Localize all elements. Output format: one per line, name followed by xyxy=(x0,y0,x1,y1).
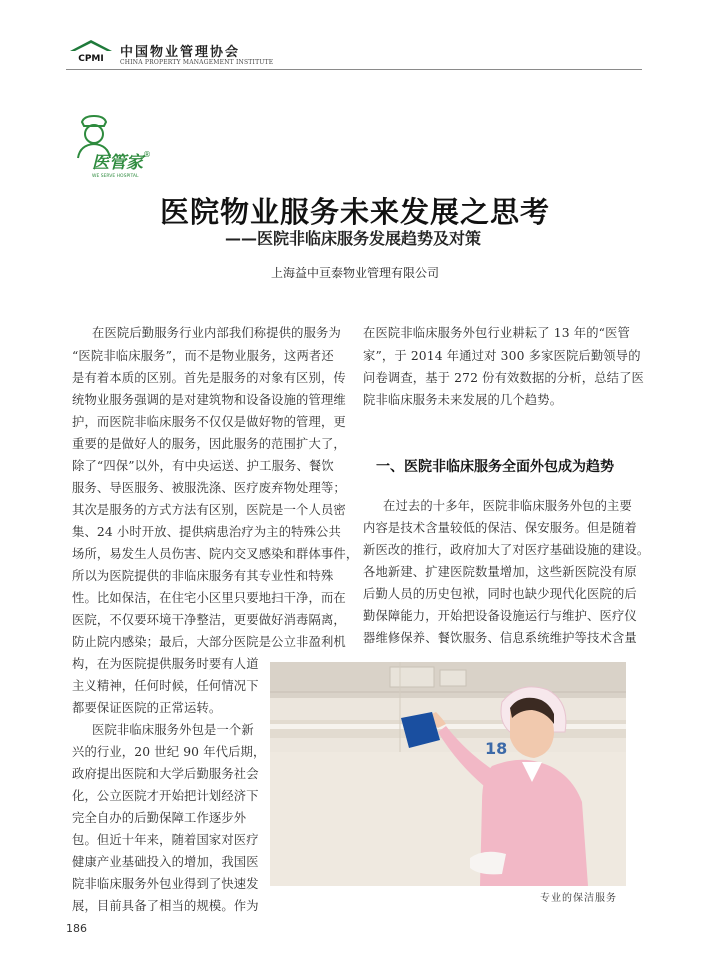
left-paragraph-line: 院非临床服务外包业得到了快速发 xyxy=(72,877,259,891)
left-paragraph-line: 重要的是做好人的服务，因此服务的范围扩大了， xyxy=(72,437,346,451)
left-paragraph-line: 包。但近十年来，随着国家对医疗 xyxy=(72,833,259,847)
right-section-line: 各地新建、扩建医院数量增加，这些新医院没有原 xyxy=(363,565,637,579)
room-number: 18 xyxy=(485,739,508,758)
right-intro-line: 问卷调查，基于 272 份有效数据的分析，总结了医 xyxy=(363,371,644,385)
left-paragraph-line: 所以为医院提供的非临床服务有其专业性和特殊 xyxy=(72,569,334,583)
left-paragraph-line: 主义精神，任何时候，任何情况下 xyxy=(72,679,259,693)
cpmi-logo-text: CPMI xyxy=(78,54,104,64)
brand-tagline: WE SERVE HOSPITAL xyxy=(92,174,139,179)
left-paragraph-line: 护，而医院非临床服务不仅仅是做好物的管理，更 xyxy=(72,415,346,429)
right-section-line: 器维修保养、餐饮服务、信息系统维护等技术含量 xyxy=(363,631,637,645)
left-paragraph-line: 性。比如保洁，在住宅小区里只要地扫干净，而在 xyxy=(72,591,346,605)
left-paragraph-line: 展，目前具备了相当的规模。作为 xyxy=(72,899,259,913)
header-divider xyxy=(66,69,642,70)
left-paragraph-line: 其次是服务的方式方法有区别，医院是一个人员密 xyxy=(72,503,346,517)
left-paragraph-line: 化，公立医院才开始把计划经济下 xyxy=(72,789,259,803)
left-paragraph-line: 在医院后勤服务行业内部我们称提供的服务为 xyxy=(92,326,341,340)
left-paragraph-line: 兴的行业，20 世纪 90 年代后期， xyxy=(72,745,266,759)
article-author: 上海益中亘泰物业管理有限公司 xyxy=(270,266,439,280)
left-paragraph-line: “医院非临床服务”，而不是物业服务，这两者还 xyxy=(72,349,334,363)
right-intro-line: 院非临床服务未来发展的几个趋势。 xyxy=(363,393,563,407)
left-paragraph-line: 构，在为医院提供服务时要有人道 xyxy=(72,657,259,671)
header-org-name-cn: 中国物业管理协会 xyxy=(120,45,241,60)
left-paragraph-line: 完全自办的后勤保障工作逐步外 xyxy=(72,811,247,825)
right-section-line: 新医改的推行，政府加大了对医疗基础设施的建设。 xyxy=(363,543,650,557)
brand-registered-mark: ® xyxy=(143,150,151,159)
right-section-line: 后勤人员的历史包袱，同时也缺少现代化医院的后 xyxy=(363,587,637,601)
right-intro-line: 家”，于 2014 年通过对 300 多家医院后勤领导的 xyxy=(363,349,641,363)
cleaning-service-photo xyxy=(270,662,626,886)
section-heading: 一、医院非临床服务全面外包成为趋势 xyxy=(376,459,614,475)
left-paragraph-line: 统物业服务强调的是对建筑物和设备设施的管理维 xyxy=(72,393,346,407)
left-paragraph-line: 场所，易发生人员伤害、院内交叉感染和群体事件， xyxy=(72,547,359,561)
left-paragraph-line: 医院，不仅要环境干净整洁，更要做好消毒隔离， xyxy=(72,613,346,627)
right-section-line: 内容是技术含量较低的保洁、保安服务。但是随着 xyxy=(363,521,637,535)
left-paragraph-line: 都要保证医院的正常运转。 xyxy=(72,701,222,715)
photo-caption: 专业的保洁服务 xyxy=(540,893,617,904)
left-paragraph-line: 服务、导医服务、被服洗涤、医疗废弃物处理等； xyxy=(72,481,346,495)
left-paragraph-line: 防止院内感染；最后，大部分医院是公立非盈利机 xyxy=(72,635,346,649)
right-section-line: 在过去的十多年，医院非临床服务外包的主要 xyxy=(383,499,632,513)
article-subtitle: ——医院非临床服务发展趋势及对策 xyxy=(225,229,482,248)
yiguanjia-logo xyxy=(64,114,156,184)
page-number: 186 xyxy=(66,922,87,935)
header-org-name-en: CHINA PROPERTY MANAGEMENT INSTITUTE xyxy=(120,59,274,66)
left-paragraph-line: 除了“四保”以外，有中央运送、护工服务、餐饮 xyxy=(72,459,334,473)
left-paragraph-line: 医院非临床服务外包是一个新 xyxy=(92,723,254,737)
right-intro-line: 在医院非临床服务外包行业耕耘了 13 年的“医管 xyxy=(363,326,630,340)
right-section-line: 勤保障能力，开始把设备设施运行与维护、医疗仪 xyxy=(363,609,637,623)
article-title: 医院物业服务未来发展之思考 xyxy=(159,195,550,229)
left-paragraph-line: 集、24 小时开放、提供病患治疗为主的特殊公共 xyxy=(72,525,341,539)
cpmi-logo xyxy=(66,38,116,64)
left-paragraph-line: 政府提出医院和大学后勤服务社会 xyxy=(72,767,259,781)
brand-name: 医管家 xyxy=(92,153,143,173)
left-paragraph-line: 健康产业基础投入的增加，我国医 xyxy=(72,855,259,869)
left-paragraph-line: 是有着本质的区别。首先是服务的对象有区别，传 xyxy=(72,371,346,385)
